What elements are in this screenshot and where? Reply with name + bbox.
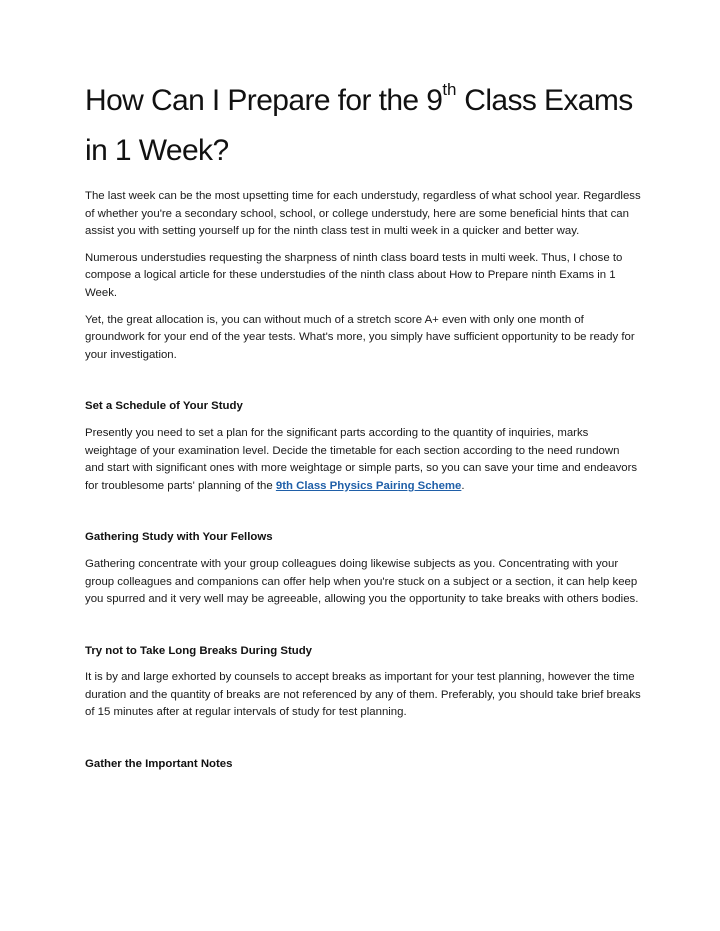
intro-paragraph-1: The last week can be the most upsetting time for each understudy, regardless of what school year. Regardless of whether you're a secondary school, school, or college understudy, here are some beneficial hints that can assist you with setting yourself up for the ninth class test in multi week in a quicker and better way. bbox=[85, 190, 641, 238]
section-spacer bbox=[85, 373, 641, 398]
title-superscript: th bbox=[442, 80, 457, 99]
section-spacer bbox=[85, 618, 641, 643]
title-part1: How Can I Prepare for the 9 bbox=[85, 84, 443, 117]
section-heading-schedule: Set a Schedule of Your Study bbox=[85, 400, 243, 413]
section-body-breaks: It is by and large exhorted by counsels to accept breaks as important for your test planning, however the time duration and the quantity of breaks are not referenced by any of them. Preferably, you should take brief breaks of 15 minutes after at regular intervals of study for test planning. bbox=[85, 671, 641, 719]
page-title bbox=[85, 76, 641, 176]
schedule-body-end: . bbox=[461, 479, 465, 492]
section-spacer bbox=[85, 504, 641, 529]
section-heading-notes: Gather the Important Notes bbox=[85, 758, 233, 771]
section-heading-breaks: Try not to Take Long Breaks During Study bbox=[85, 644, 312, 657]
title-part2: Class Exams in 1 Week? bbox=[85, 84, 633, 167]
physics-pairing-scheme-link[interactable]: 9th Class Physics Pairing Scheme bbox=[275, 479, 462, 492]
section-body-group-study: Gathering concentrate with your group colleagues doing likewise subjects as you. Concentrating with your group colleagues and companions can offer help when you're stuck on a subject or a section, it can help keep you spurred and it very well may be agreeable, allowing you the opportunity to take breaks with others bodies. bbox=[85, 557, 639, 606]
intro-paragraph-3: Yet, the great allocation is, you can without much of a stretch score A+ even with only one month of groundwork for your end of the year tests. What's more, you simply have sufficient opportunity to be ready for your investigation. bbox=[85, 313, 635, 361]
section-spacer bbox=[85, 731, 641, 756]
document-page bbox=[85, 76, 641, 783]
section-body-schedule bbox=[85, 425, 641, 495]
section-heading-group-study: Gathering Study with Your Fellows bbox=[85, 531, 273, 544]
schedule-body-text: Presently you need to set a plan for the significant parts according to the quantity of inquiries, marks weightage of your examination level. Decide the timetable for each section according to the need rundown and start with significant ones with more weightage or simple parts, so you can save your time and endeavors for troublesome parts' planning of the bbox=[85, 426, 638, 492]
intro-paragraph-2: Numerous understudies requesting the sharpness of ninth class board tests in multi week. Thus, I chose to compose a logical article for these understudies of the ninth class about How to Prepare ninth Exams in 1 Week. bbox=[85, 251, 623, 299]
